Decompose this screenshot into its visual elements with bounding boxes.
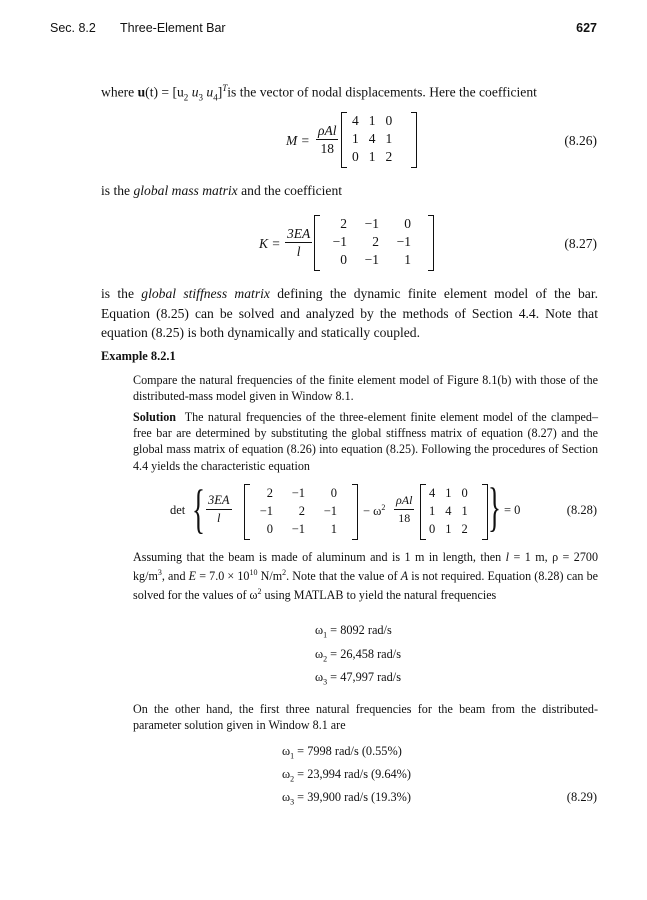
fe-frequency-3: $\omega_3 = 47,997$ rad/s	[315, 670, 401, 687]
eq828-det: det	[170, 503, 186, 517]
eq827-den: l	[296, 244, 301, 259]
dist-frequency-2: $\omega_2 = 23,994$ rad/s (9.64%)	[282, 767, 412, 784]
header-section: Sec. 8.2	[50, 21, 96, 35]
paragraph-mass: is the global mass matrix and the coefficient	[101, 183, 343, 198]
bracket-left	[341, 112, 347, 168]
eq827-num: 3EA	[287, 226, 311, 241]
paragraph-assumptions: Assuming that the beam is made of aluminum and is 1 m in length, then l = 1 m, ρ = 2700 $kg/m^3$, and $E = 7.0 \times 10^{10}$ $N/m^2$. Note that the value of A is not required. Equation (8.28) can be solved for the values of $\omega^2$ using MATLAB to yield the natural frequencies	[133, 550, 598, 603]
page-number: 627	[576, 21, 597, 35]
fe-frequency-2: $\omega_2 = 26,458$ rad/s	[315, 647, 401, 664]
paragraph-stiffness: is the global stiffness matrix defining the dynamic finite element model of the bar. Equation (8.25) can be solved and analyzed by the methods of Section 4.4. Note that equation (8.25) is both dynamically and statically coupled.	[101, 286, 598, 340]
eq827-fraction	[285, 225, 312, 260]
bracket-right	[428, 215, 434, 271]
eq828-rhs: = 0	[504, 503, 521, 517]
brace-left: {	[192, 479, 205, 539]
header-title: Three-Element Bar	[120, 21, 226, 35]
eq826-fraction	[316, 122, 338, 157]
eq826-num: ρAl	[318, 123, 337, 138]
eq826-matrix: 4 1 0 1 4 1 0 1 2	[347, 112, 397, 166]
bracket-left	[314, 215, 320, 271]
dist-frequency-1: $\omega_1 = 7998$ rad/s (0.55%)	[282, 744, 402, 761]
eq828-k-fraction: $\frac{3EA}{l}$	[208, 493, 230, 525]
term-global-mass-matrix: global mass matrix	[133, 183, 238, 198]
eq828-minus-omega: − $\omega^2$	[363, 503, 386, 519]
eq827-lhs: K =	[259, 236, 281, 251]
example-label: Example 8.2.1	[101, 349, 176, 363]
brace-right: }	[488, 477, 501, 537]
example-statement: Compare the natural frequencies of the finite element model of Figure 8.1(b) with those of the distributed-mass model given in Window 8.1.	[133, 373, 598, 404]
eq826-number: (8.26)	[564, 133, 597, 148]
bracket-right	[411, 112, 417, 168]
paragraph-distributed: On the other hand, the first three natural frequencies for the beam from the distributed-parameter solution given in Window 8.1 are	[133, 702, 598, 733]
dist-frequency-3: $\omega_3 = 39,900$ rad/s (19.3%)	[282, 790, 412, 807]
running-header	[50, 21, 597, 39]
eq829-number: (8.29)	[566, 790, 597, 804]
example-solution: Solution The natural frequencies of the three-element finite element model of the clamped–free bar are determined by substituting the global stiffness matrix of equation (8.27) and the global mass matrix of equation (8.26) into equation (8.25). Following the procedures of Section 4.4 yields the characteristic equation	[133, 410, 598, 473]
eq827-number: (8.27)	[564, 236, 597, 251]
term-global-stiffness-matrix: global stiffness matrix	[141, 286, 270, 301]
solution-label: Solution	[133, 410, 177, 424]
fe-frequency-1: $\omega_1 = 8092$ rad/s	[315, 623, 392, 640]
paragraph-intro: where $u(t) = [u_2$ $u_3$ $u_4]^Tis$ the vector of nodal displacements. Here the coefficient	[101, 83, 537, 103]
eq828-number: (8.28)	[566, 503, 597, 517]
eq827-matrix: 2 −1 0 −1 2 −1 0 −1 1	[320, 215, 416, 269]
eq826-den: 18	[320, 141, 334, 156]
eq828-m-fraction: ρAl 18	[396, 493, 413, 525]
eq826-lhs: M =	[286, 133, 310, 148]
eq828-m-matrix: 4 1 0 1 4 1 0 1 2	[424, 484, 473, 538]
eq828-k-matrix: 2 −1 0 −1 2 −1 0 −1 1	[248, 484, 342, 538]
